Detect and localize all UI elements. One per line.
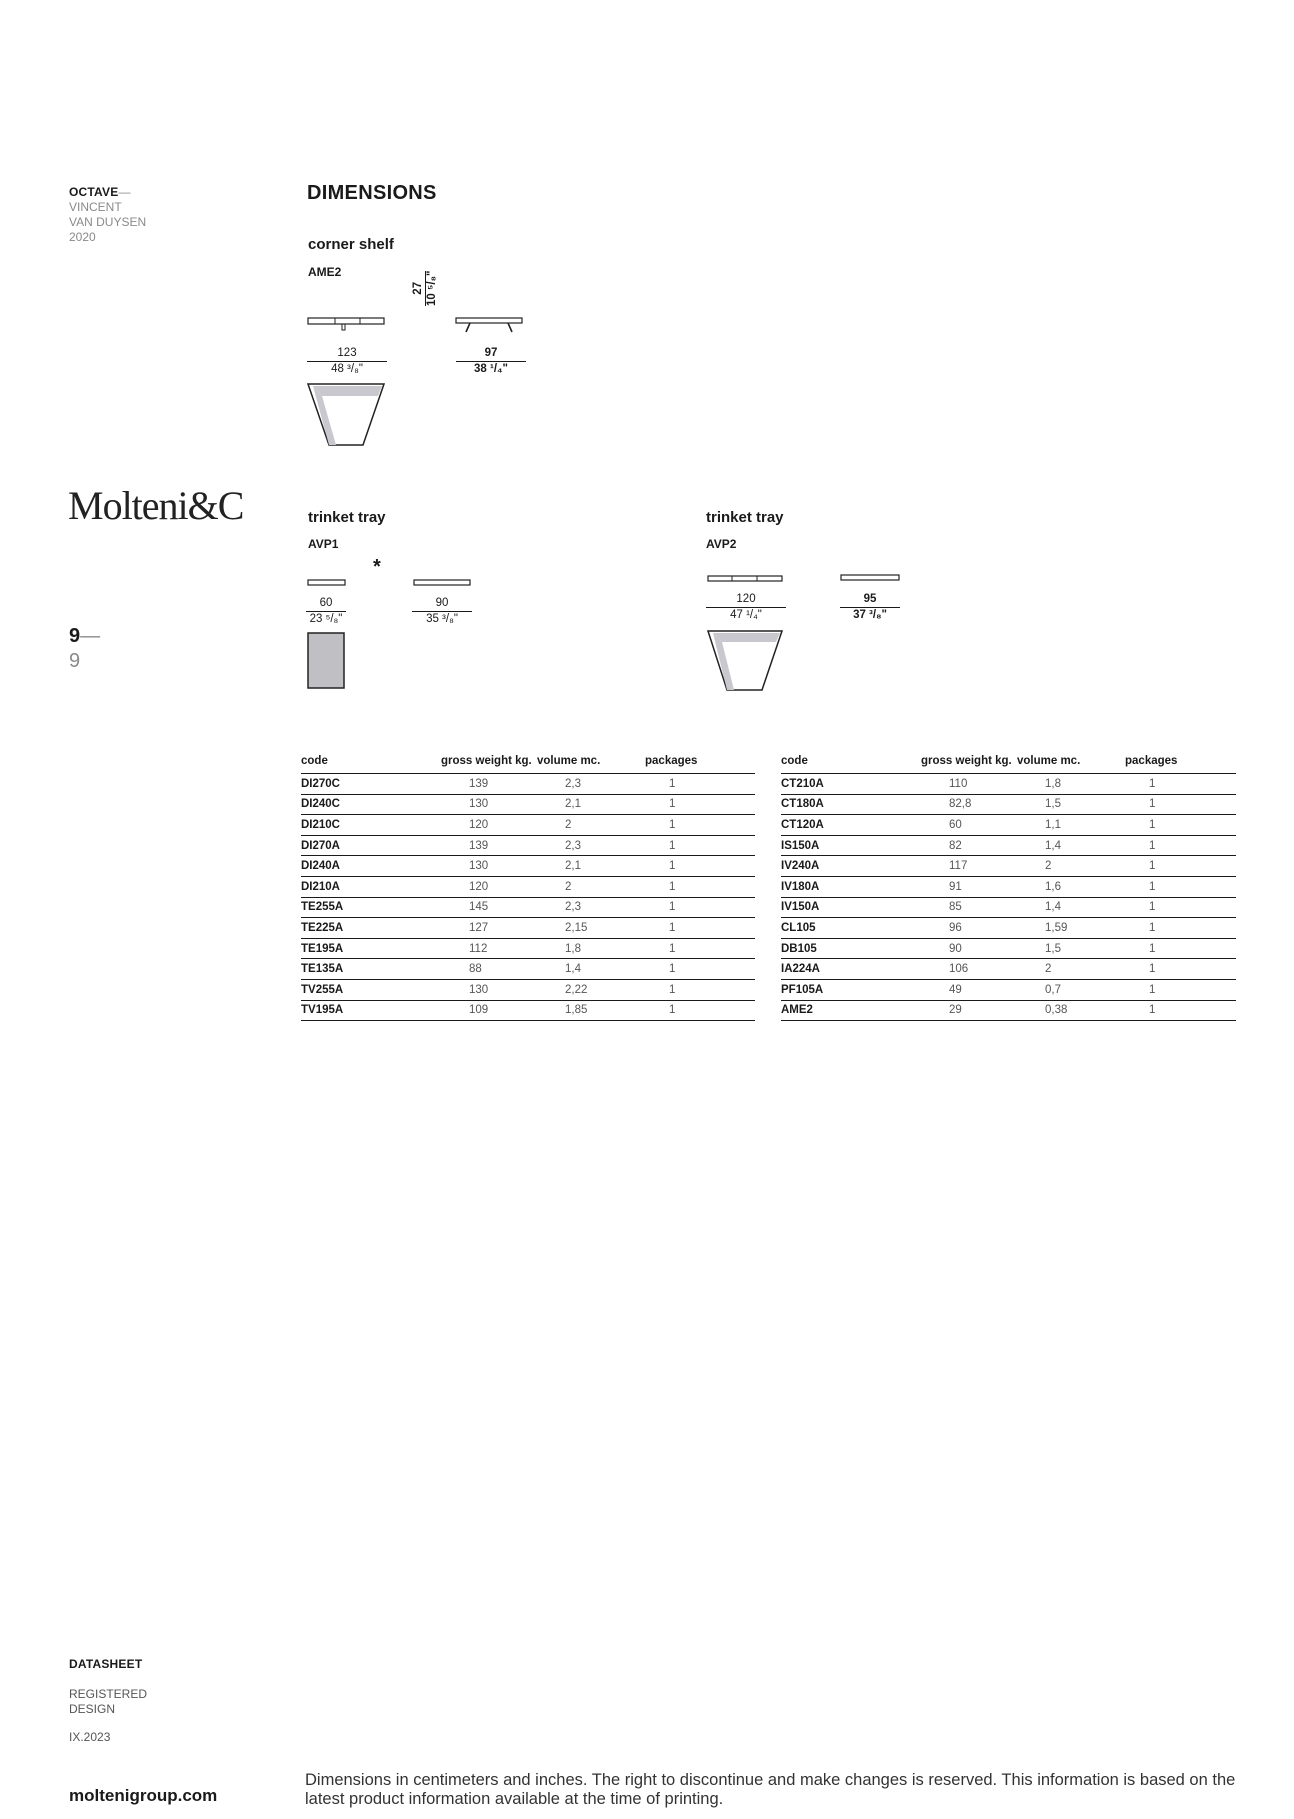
cell-gross-weight: 82,8 [921,794,1017,815]
cell-gross-weight: 120 [441,876,537,897]
item-code-avp2: AVP2 [706,537,737,551]
table-row [301,897,755,918]
table-row [301,876,755,897]
cell-packages: 1 [645,835,755,856]
cell-gross-weight: 49 [921,979,1017,1000]
depth-cm: 97 [456,346,526,362]
note-asterisk: * [373,556,381,578]
cell-volume: 2,3 [537,774,645,795]
cell-volume: 1,1 [1017,815,1125,836]
cell-packages: 1 [645,815,755,836]
header-gross-weight: gross weight kg. [921,753,1017,774]
item-code-avp1: AVP1 [308,537,339,551]
cell-packages: 1 [645,918,755,939]
cell-code: DI210A [301,876,441,897]
table-row [781,794,1236,815]
table-header-row [781,753,1236,774]
datasheet-block [69,1657,147,1745]
cell-code: DI270A [301,835,441,856]
cell-volume: 1,6 [1017,876,1125,897]
cell-packages: 1 [645,959,755,980]
cell-volume: 2 [537,876,645,897]
brand-logo: Molteni&C [68,483,244,528]
table-row [781,774,1236,795]
table-row [781,938,1236,959]
header-volume: volume mc. [1017,753,1125,774]
cell-packages: 1 [1125,897,1236,918]
cell-volume: 1,4 [1017,897,1125,918]
table-row [301,979,755,1000]
avp1-depth-cm: 90 [412,596,472,612]
registered-line1: REGISTERED [69,1687,148,1701]
website-link[interactable]: moltenigroup.com [69,1786,218,1805]
cell-volume: 0,38 [1017,1000,1125,1021]
cell-gross-weight: 130 [441,794,537,815]
cell-code: DI240A [301,856,441,877]
cell-code: DI210C [301,815,441,836]
corner-shelf-height-dim [412,271,439,306]
spec-table-left [301,753,755,1021]
cell-gross-weight: 106 [921,959,1017,980]
avp2-depth-in: 37 ³/₈" [853,609,887,621]
designer-line2: VAN DUYSEN [69,215,147,229]
registered-line2: DESIGN [69,1702,116,1716]
avp1-depth-in: 35 ³/₈" [426,613,458,625]
cell-packages: 1 [645,979,755,1000]
item-name-corner-shelf: corner shelf [308,236,394,253]
table-row [781,856,1236,877]
cell-volume: 1,4 [1017,835,1125,856]
cell-gross-weight: 82 [921,835,1017,856]
cell-volume: 1,5 [1017,938,1125,959]
cell-volume: 1,85 [537,1000,645,1021]
height-cm: 27 [412,271,426,306]
item-name-trinket-tray-2: trinket tray [706,509,784,526]
cell-volume: 2 [537,815,645,836]
table-row [781,815,1236,836]
cell-gross-weight: 117 [921,856,1017,877]
cell-packages: 1 [645,856,755,877]
table-row [301,938,755,959]
dash-separator: — [80,625,101,647]
table-row [301,835,755,856]
cell-gross-weight: 60 [921,815,1017,836]
cell-gross-weight: 127 [441,918,537,939]
cell-packages: 1 [1125,774,1236,795]
footer-disclaimer: Dimensions in centimeters and inches. The right to discontinue and make changes is reserved. This information is based on the latest product information available at the time of printing. [305,1771,1236,1808]
avp1-depth-dim [412,596,472,626]
cell-gross-weight: 91 [921,876,1017,897]
cell-code: DI270C [301,774,441,795]
doc-type: DATASHEET [69,1657,143,1671]
cell-code: DB105 [781,938,921,959]
design-year: 2020 [69,230,96,244]
page-number: 9 [69,625,81,647]
cell-packages: 1 [645,876,755,897]
table-row [301,794,755,815]
cell-volume: 1,8 [537,938,645,959]
spec-table-right [781,753,1236,1021]
cell-packages: 1 [645,897,755,918]
cell-packages: 1 [1125,835,1236,856]
table-row [301,959,755,980]
avp1-width-cm: 60 [306,596,346,612]
cell-gross-weight: 130 [441,979,537,1000]
cell-packages: 1 [1125,979,1236,1000]
cell-volume: 2,1 [537,856,645,877]
cell-code: DI240C [301,794,441,815]
item-name-trinket-tray-1: trinket tray [308,509,386,526]
cell-code: CT180A [781,794,921,815]
table-row [781,897,1236,918]
cell-gross-weight: 120 [441,815,537,836]
cell-code: CT210A [781,774,921,795]
table-header-row [301,753,755,774]
corner-shelf-drawing [300,300,540,460]
cell-volume: 2 [1017,856,1125,877]
depth-in: 38 ¹/₄" [474,363,508,375]
cell-gross-weight: 96 [921,918,1017,939]
cell-packages: 1 [1125,938,1236,959]
cell-gross-weight: 145 [441,897,537,918]
cell-code: AME2 [781,1000,921,1021]
designer-line1: VINCENT [69,200,122,214]
avp2-width-dim [706,592,786,622]
cell-volume: 1,5 [1017,794,1125,815]
corner-shelf-width-dim [307,346,387,376]
height-in: 10 ⁵/₈" [426,270,438,306]
header-packages: packages [645,753,755,774]
width-cm: 123 [307,346,387,362]
cell-code: TE135A [301,959,441,980]
cell-gross-weight: 90 [921,938,1017,959]
cell-code: IS150A [781,835,921,856]
cell-gross-weight: 109 [441,1000,537,1021]
avp2-depth-cm: 95 [840,592,900,608]
cell-gross-weight: 88 [441,959,537,980]
cell-volume: 1,8 [1017,774,1125,795]
cell-code: TE255A [301,897,441,918]
cell-packages: 1 [645,1000,755,1021]
trinket-tray-avp2-drawing [700,565,920,705]
cell-code: TV195A [301,1000,441,1021]
sidebar-product-block [69,184,146,245]
cell-packages: 1 [1125,918,1236,939]
cell-gross-weight: 139 [441,835,537,856]
table-row [301,1000,755,1021]
cell-volume: 2 [1017,959,1125,980]
table-row [781,1000,1236,1021]
cell-packages: 1 [1125,1000,1236,1021]
cell-code: TE195A [301,938,441,959]
cell-packages: 1 [1125,876,1236,897]
cell-code: CT120A [781,815,921,836]
header-code: code [781,753,921,774]
cell-gross-weight: 110 [921,774,1017,795]
table-row [781,876,1236,897]
avp1-width-dim [306,596,346,626]
cell-volume: 1,59 [1017,918,1125,939]
item-code-ame2: AME2 [308,265,342,279]
cell-volume: 2,15 [537,918,645,939]
trinket-tray-avp1-drawing [300,570,480,700]
cell-code: IA224A [781,959,921,980]
table-row [301,774,755,795]
doc-date: IX.2023 [69,1730,111,1744]
cell-code: IV240A [781,856,921,877]
cell-packages: 1 [645,774,755,795]
table-row [781,835,1236,856]
table-row [781,918,1236,939]
cell-code: IV180A [781,876,921,897]
cell-packages: 1 [1125,794,1236,815]
cell-volume: 1,4 [537,959,645,980]
page-total: 9 [69,650,81,672]
cell-packages: 1 [1125,959,1236,980]
table-row [301,856,755,877]
cell-gross-weight: 85 [921,897,1017,918]
table-row [301,815,755,836]
header-gross-weight: gross weight kg. [441,753,537,774]
width-in: 48 ³/₈" [331,363,363,375]
table-row [781,979,1236,1000]
cell-code: IV150A [781,897,921,918]
cell-volume: 2,3 [537,897,645,918]
header-code: code [301,753,441,774]
avp2-width-in: 47 ¹/₄" [730,609,762,621]
cell-volume: 2,3 [537,835,645,856]
cell-gross-weight: 139 [441,774,537,795]
cell-volume: 2,1 [537,794,645,815]
cell-code: CL105 [781,918,921,939]
cell-packages: 1 [645,794,755,815]
table-row [301,918,755,939]
avp2-width-cm: 120 [706,592,786,608]
cell-gross-weight: 112 [441,938,537,959]
cell-code: TE225A [301,918,441,939]
avp1-width-in: 23 ⁵/₈" [309,613,343,625]
cell-gross-weight: 29 [921,1000,1017,1021]
header-packages: packages [1125,753,1236,774]
header-volume: volume mc. [537,753,645,774]
avp2-depth-dim [840,592,900,622]
dash-separator: — [118,185,131,199]
cell-packages: 1 [1125,815,1236,836]
cell-code: PF105A [781,979,921,1000]
cell-packages: 1 [1125,856,1236,877]
cell-packages: 1 [645,938,755,959]
cell-gross-weight: 130 [441,856,537,877]
page-title: DIMENSIONS [307,182,437,204]
product-name: OCTAVE [69,185,119,199]
cell-volume: 2,22 [537,979,645,1000]
cell-volume: 0,7 [1017,979,1125,1000]
page-number-block [69,624,100,674]
corner-shelf-depth-dim [456,346,526,376]
cell-code: TV255A [301,979,441,1000]
table-row [781,959,1236,980]
